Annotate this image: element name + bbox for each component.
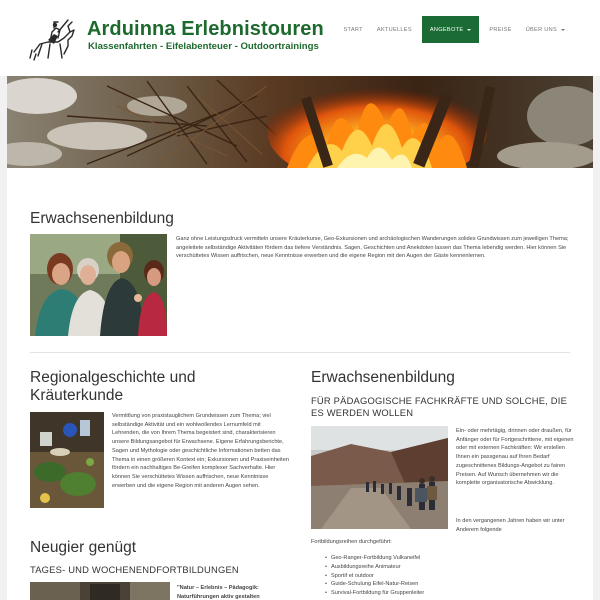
section3-subtitle: FÜR PÄDAGOGISCHE FACHKRÄFTE UND SOLCHE, DIE ES WERDEN WOLLEN <box>311 395 568 418</box>
fortbildung-list <box>325 554 575 598</box>
brand-title[interactable]: Arduinna Erlebnistouren <box>87 18 324 40</box>
section-title-erwachsenenbildung-2: Erwachsenenbildung <box>311 369 455 386</box>
main-nav <box>337 16 573 43</box>
nav-item-ueber-uns[interactable]: ÜBER UNS <box>519 16 572 43</box>
nav-item-angebote[interactable]: ANGEBOTE <box>422 16 479 43</box>
section-title-neugier: Neugier genügt <box>30 539 136 556</box>
site-header <box>0 0 600 76</box>
section3-text2: In den vergangenen Jahren haben wir unter Anderem folgende <box>456 518 565 533</box>
section3-list-intro: Fortbildungsreihen durchgeführt: <box>311 539 392 545</box>
chevron-down-icon <box>561 29 565 31</box>
section4-subtitle: TAGES- UND WOCHENENDFORTBILDUNGEN <box>30 564 239 575</box>
group-women-photo <box>30 234 167 336</box>
main-content <box>7 168 593 600</box>
list-item: • Survival-Fortbildung für Gruppenleiter <box>325 589 575 598</box>
nav-item-start[interactable]: START <box>343 26 363 33</box>
brand-subtitle: Klassenfahrten - Eifelabenteuer - Outdoortrainings <box>88 41 319 52</box>
section4-text: "Natur – Erlebnis – Pädagogik: Naturführungen aktiv gestalten <box>177 585 260 600</box>
herbs-workshop-photo <box>30 412 104 508</box>
knight-on-horse-icon[interactable] <box>28 14 80 62</box>
section3-text: Ein- oder mehrtägig, drinnen oder draußen, für Anfänger oder für Fortgeschrittene, mit eigenen oder mit externen Fachkräften: Wir erstellen Ihnen ein passgenau auf Ihren Bedarf zugeschnittenes Bildungs-Angebot zu fairen Preisen. Auf Wunsch übernehmen wir die komplette organisatorische Abwicklung. <box>456 428 574 487</box>
list-item: • Geo-Ranger-Fortbildung Vulkaneifel <box>325 554 575 563</box>
quarry-hike-photo <box>311 426 448 529</box>
chevron-down-icon <box>467 29 471 31</box>
section-title-regionalgeschichte: Regionalgeschichte und Kräuterkunde <box>30 369 196 404</box>
nav-item-aktuelles[interactable]: AKTUELLES <box>376 26 412 33</box>
section-title-erwachsenenbildung: Erwachsenenbildung <box>30 210 174 227</box>
list-item: • Ausbildungsreihe Animateur <box>325 563 575 572</box>
section1-text: Ganz ohne Leistungsdruck vermitteln unsere Kräuterkurse, Geo-Exkursionen und archäologischen Wanderungen solides Grundwissen zum jeweiligen Thema; angeleitete selbständige Aktivitäten fördern das tiefere Verständnis. Sagen, Geschichten und Anekdoten lassen das Thema lebendig werden. Hier können Sie verschüttetes Wissen auffrischen, neue Kenntnisse erwerben und die eigene Region mit den Augen der Gäste kennenlernen. <box>176 236 569 260</box>
nav-item-preise[interactable]: PREISE <box>489 26 512 33</box>
list-item: • Guide-Schulung Eifel-Natur-Reisen <box>325 580 575 589</box>
divider <box>30 352 570 353</box>
hero-banner-image <box>7 76 593 168</box>
list-item: • Sportif et outdoor <box>325 572 575 581</box>
section2-text: Vermittlung von praxistauglichem Grundwissen zum Thema; viel selbständige Aktivität und ein wohlwollendes Lernumfeld mit Lehrenden, die von Ihrem Thema begeistert sind, charakterisieren unsere Bildungsangebot für Erwachsene. Eigene Erfahrungsberichte, Sagen und Mythologie oder geschichtliche Informationen betten das Thema in einen größeren Kontext ein; Exkursionen und Praxiseinheiten fördern ein nachhaltiges Be-Greifen komplexer Sachverhalte. Hier können Sie verschüttetes Wissen auffrischen, neue Kenntnisse erwerben und die eigene Region mit anderen Augen sehen. <box>112 413 289 489</box>
nature-guide-photo <box>30 582 170 600</box>
